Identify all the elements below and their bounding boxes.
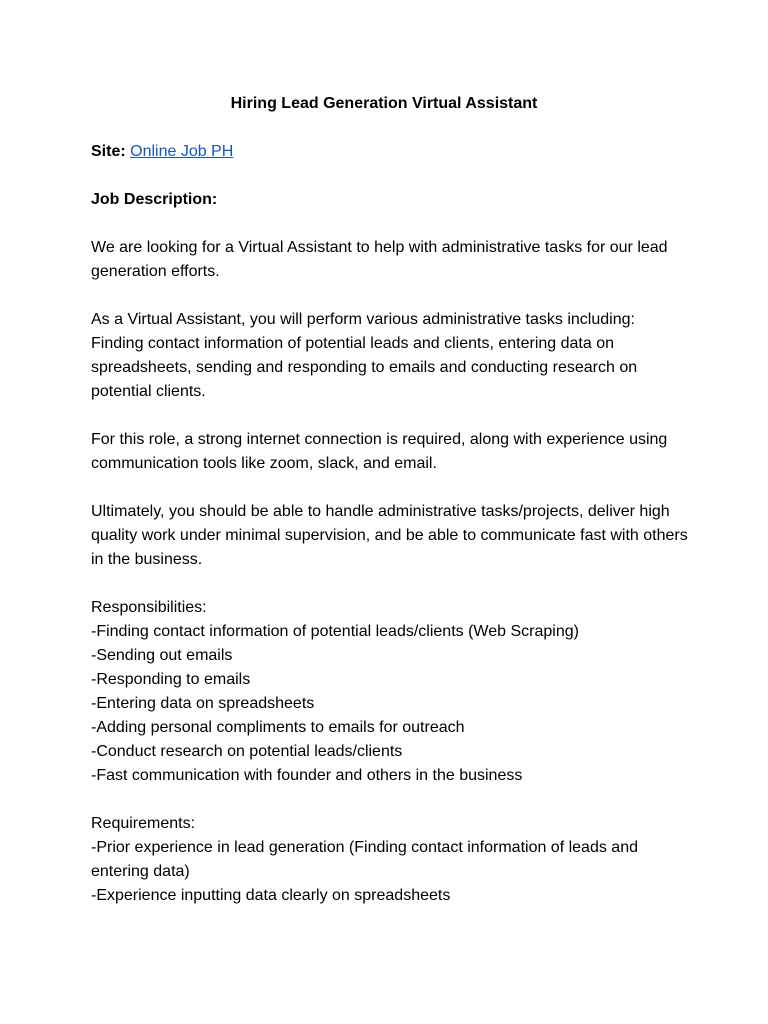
list-item: -Prior experience in lead generation (Finding contact information of leads and entering data) <box>91 839 638 880</box>
job-description-heading: Job Description: <box>91 191 218 208</box>
document-title: Hiring Lead Generation Virtual Assistant <box>230 95 538 112</box>
site-line <box>91 140 691 164</box>
paragraph-role: For this role, a strong internet connection is required, along with experience using communication tools like zoom, slack, and email. <box>91 431 668 472</box>
list-item: -Adding personal compliments to emails for outreach <box>91 719 465 736</box>
list-item: -Fast communication with founder and others in the business <box>91 767 523 784</box>
list-item: -Sending out emails <box>91 647 233 664</box>
list-item: -Entering data on spreadsheets <box>91 695 315 712</box>
responsibilities-heading: Responsibilities: <box>91 599 207 616</box>
site-link[interactable]: Online Job PH <box>130 143 234 160</box>
requirements-section <box>91 812 691 908</box>
site-label: Site: <box>91 143 126 160</box>
responsibilities-section <box>91 596 691 788</box>
requirements-heading: Requirements: <box>91 815 196 832</box>
list-item: -Responding to emails <box>91 671 251 688</box>
list-item: -Finding contact information of potential leads/clients (Web Scraping) <box>91 623 579 640</box>
document-body <box>91 140 691 932</box>
paragraph-tasks: As a Virtual Assistant, you will perform various administrative tasks including: Finding contact information of potential leads and clients, entering data on spreadsheets, sending and responding to emails and conducting research on potential clients. <box>91 311 638 400</box>
list-item: -Conduct research on potential leads/clients <box>91 743 403 760</box>
paragraph-intro: We are looking for a Virtual Assistant to help with administrative tasks for our lead generation efforts. <box>91 239 668 280</box>
paragraph-ultimately: Ultimately, you should be able to handle administrative tasks/projects, deliver high quality work under minimal supervision, and be able to communicate fast with others in the business. <box>91 503 688 568</box>
list-item: -Experience inputting data clearly on spreadsheets <box>91 887 451 904</box>
